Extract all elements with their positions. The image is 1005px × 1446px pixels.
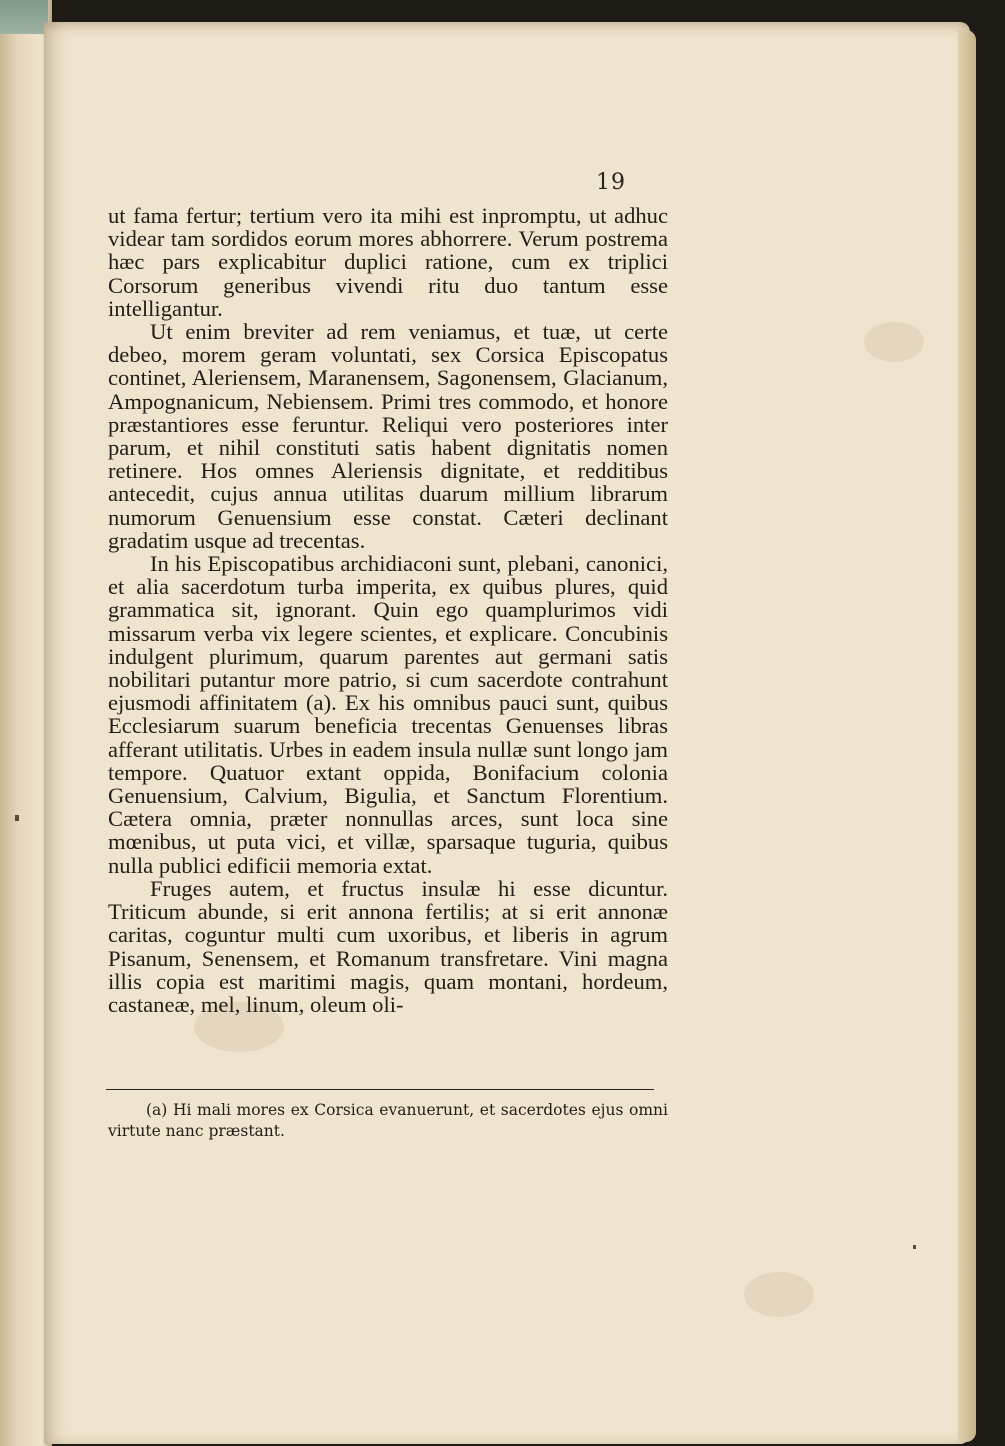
paragraph-episcopatus: Ut enim breviter ad rem veniamus, et tuæ, ut certe debeo, morem geram voluntati, sex Corsica Episcopatus continet, Aleriensem, Maranensem, Sagonensem, Glacianum, Ampognanicum, Nebiensem. Primi tres commodo, et honore præstantiores esse feruntur. Reliqui vero posteriores inter parum, et nihil constituti satis habent dignitatis nomen retinere. Hos omnes Aleriensis dignitate, et redditibus antecedit, cujus annua utilitas duarum millium librarum numorum Genuensium esse constat. Cæteri declinant gradatim usque ad trecentas. xyxy=(108,319,668,553)
paper-stain xyxy=(744,1272,814,1317)
footnote-rule xyxy=(106,1089,654,1090)
paragraph-clergy: In his Episcopatibus archidiaconi sunt, plebani, canonici, et alia sacerdotum turba imperita, ex quibus plures, quid grammatica sit, ignorant. Quin ego quamplurimos vidi missarum verba vix legere scientes, et explicare. Concubinis indulgent plurimum, quarum parentes aut germani satis nobilitari putantur more patrio, si cum sacerdote contrahunt ejusmodi affinitatem (a). Ex his omnibus pauci sunt, quibus Ecclesiarum suarum beneficia trecentas Genuenses libras afferant utilitatis. Urbes in eadem insula nullæ sunt longo jam tempore. Quatuor extant oppida, Bonifacium colonia Genuensium, Calvium, Bigulia, et Sanctum Florentium. Cætera omnia, præter nonnullas arces, sunt loca sine mœnibus, ut puta vici, et villæ, sparsaque tuguria, quibus nulla publici edificii memoria extat. xyxy=(108,551,668,878)
paper-speck xyxy=(913,1245,916,1249)
paper-speck xyxy=(15,815,19,821)
paper-stain xyxy=(864,322,924,362)
cover-corner xyxy=(0,0,48,34)
paragraph-continuation: ut fama fertur; tertium vero ita mihi est inpromptu, ut adhuc videar tam sordidos eorum mores abhorrere. Verum postrema hæc pars explicabitur duplici ratione, cum ex triplici Corsorum generibus vivendi ritu duo tantum esse intelligantur. xyxy=(108,203,668,321)
footnote: (a) Hi mali mores ex Corsica evanuerunt, et sacerdotes ejus omni virtute nanc præstant. xyxy=(108,1101,668,1140)
page-fore-edge xyxy=(958,30,976,1442)
paragraph-fruges: Fruges autem, et fructus insulæ hi esse dicuntur. Triticum abunde, si erit annona fertilis; at si erit annonæ caritas, coguntur multi cum uxoribus, et liberis in agrum Pisanum, Senensem, et Romanum transfretare. Vini magna illis copia est maritimi magis, quam montani, hordeum, castaneæ, mel, linum, oleum oli- xyxy=(108,875,668,1017)
page-number: 19 xyxy=(596,170,626,195)
body-text xyxy=(108,204,668,1016)
